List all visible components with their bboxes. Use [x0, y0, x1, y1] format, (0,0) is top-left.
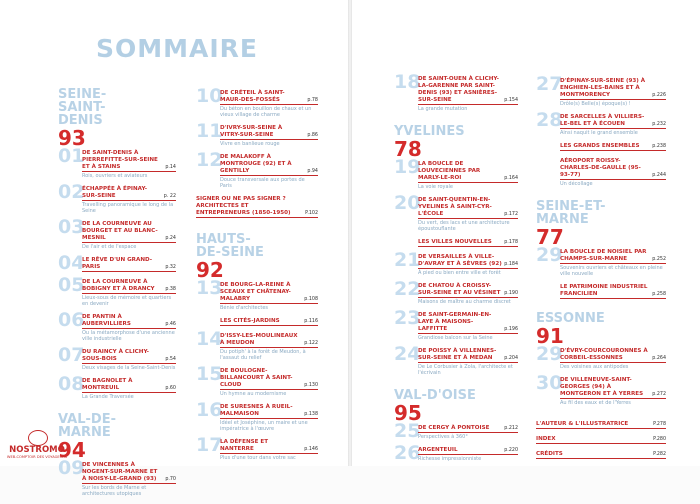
entry-subtitle: Maisons de maître au charme discret	[418, 299, 511, 305]
toc-entry	[536, 73, 666, 107]
entry-title	[560, 377, 666, 399]
entry-title-text: AÉROPORT ROISSY-CHARLES-DE-GAULLE (95-93-77)	[560, 158, 641, 178]
toc-entry	[196, 277, 318, 311]
entries-77	[536, 244, 666, 299]
entry-subtitle: Douce transversale aux portes de Paris	[220, 177, 305, 189]
entry-title	[418, 254, 518, 269]
entries-col3-top	[394, 71, 518, 112]
entry-title-text: DE CHATOU À CROISSY-SUR-SEINE ET AU VÉSINET	[418, 283, 501, 296]
entry-number: 12	[196, 149, 223, 171]
entry-title	[418, 239, 518, 247]
entry-number: 16	[196, 399, 223, 421]
entries-95	[394, 420, 518, 464]
special-entry-page: P.102	[305, 211, 318, 216]
entry-page: p.226	[652, 93, 666, 98]
entry-title-text: ÉCHAPPÉE À ÉPINAY-SUR-SEINE	[82, 186, 148, 199]
toc-entry	[58, 274, 176, 307]
toc-entry	[196, 328, 318, 361]
entry-title	[418, 161, 518, 183]
entry-title-text: DE SAINT-DENIS À PIERREFITTE-SUR-SEINE ET À STAINS	[82, 150, 158, 170]
toc-entry	[196, 120, 318, 147]
entry-title	[82, 462, 176, 484]
entry-number: 01	[58, 145, 85, 167]
entry-title-text: DE VERSAILLES À VILLE-D'AVRAY ET À SÈVRES (92)	[418, 254, 502, 267]
entry-title	[220, 154, 318, 176]
toc-entry	[394, 71, 518, 112]
entry-page: p.196	[504, 327, 518, 332]
entry-title-text: DE SAINT-GERMAIN-EN-LAYE À MAISONS-LAFFITTE	[418, 312, 492, 332]
end-matter-page: P.280	[653, 437, 666, 442]
entry-number: 20	[394, 192, 421, 214]
entries-col2-top	[196, 85, 318, 189]
entry-page: p. 22	[163, 194, 176, 199]
entry-subtitle: Ainsi naquit le grand ensemble	[560, 130, 638, 136]
column-2	[196, 85, 318, 468]
entry-title	[82, 314, 176, 329]
end-matter-title-text: CRÉDITS	[536, 451, 563, 457]
entry-title-text: D'ÉPINAY-SUR-SEINE (93) À ENGHIEN-LES-BAINS ET À MONTMORENCY	[560, 78, 646, 98]
entry-subtitle: Plus d'une tour dans votre sac	[220, 455, 296, 461]
entry-number: 24	[394, 343, 421, 365]
column-3	[394, 71, 518, 469]
entry-number: 26	[394, 442, 421, 464]
entry-title	[560, 158, 666, 180]
entry-page: p.32	[165, 265, 176, 270]
toc-entry	[394, 192, 518, 232]
logo-name: NOSTROMO	[9, 445, 65, 455]
entry-title-text: ARGENTEUIL	[418, 447, 458, 453]
region-title-val-de-marne: VAL-DE-MARNE	[58, 412, 116, 440]
entry-page: p.258	[652, 292, 666, 297]
entry-title-text: LES VILLES NOUVELLES	[418, 239, 492, 245]
entry-subtitle: La voie royale	[418, 184, 454, 190]
entry-title-text: LES CITÉS-JARDINS	[220, 318, 280, 324]
entry-number: 22	[394, 278, 421, 300]
special-entry-text: SIGNER OU NE PAS SIGNER ? ARCHITECTES ET ENTREPRENEURS (1850-1950)	[196, 196, 291, 216]
toc-entry	[58, 457, 176, 497]
entry-page: p.108	[304, 297, 318, 302]
entry-title-text: DE BAGNOLET À MONTREUIL	[82, 378, 133, 391]
entry-number: 04	[58, 252, 85, 274]
entry-page: p.184	[504, 262, 518, 267]
entry-title	[220, 333, 318, 348]
toc-entry	[394, 239, 518, 247]
entry-page: p.24	[165, 236, 176, 241]
entry-title	[220, 318, 318, 326]
entry-title-text: DE SAINT-QUENTIN-EN-YVELINES À SAINT-CYR-L'ÉCOLE	[418, 197, 492, 217]
entry-page: p.146	[304, 447, 318, 452]
entry-title-text: LE PATRIMOINE INDUSTRIEL FRANCILIEN	[560, 284, 648, 297]
entry-subtitle: Ou la métamorphose d'une ancienne ville industrielle	[82, 330, 175, 342]
entry-number: 13	[196, 277, 223, 299]
entry-title-text: LA DÉFENSE ET NANTERRE	[220, 439, 269, 452]
entry-title	[82, 221, 176, 243]
entry-number: 23	[394, 307, 421, 329]
entry-title-text: DE CERGY À PONTOISE	[418, 425, 490, 431]
entry-page: p.164	[504, 176, 518, 181]
entry-number: 29	[536, 343, 563, 365]
toc-entry	[58, 309, 176, 342]
toc-entry	[196, 85, 318, 118]
entry-number: 10	[196, 85, 223, 107]
entry-title	[560, 143, 666, 151]
entry-title-text: DE SURESNES À RUEIL-MALMAISON	[220, 404, 293, 417]
department-number-78: 78	[394, 137, 422, 161]
entry-subtitle: Des voisines aux antipodes	[560, 364, 629, 370]
end-matter-title-text: INDEX	[536, 436, 556, 442]
entry-title	[560, 249, 666, 264]
department-number-77: 77	[536, 225, 564, 249]
entries-78	[394, 156, 518, 376]
entries-94	[58, 457, 176, 497]
end-matter-title	[536, 436, 666, 444]
entry-page: p.272	[652, 392, 666, 397]
entry-title	[418, 312, 518, 334]
entry-subtitle: Un décollage	[560, 181, 593, 187]
toc-entry	[536, 343, 666, 370]
entry-title-text: DE SAINT-OUEN À CLICHY-LA-GARENNE PAR SAINT-DENIS (93) ET ASNIÈRES-SUR-SEINE	[418, 76, 499, 103]
entry-title	[418, 76, 518, 105]
toc-entry	[196, 399, 318, 432]
entry-page: p.190	[504, 291, 518, 296]
entry-page: p.122	[304, 341, 318, 346]
toc-entry	[58, 252, 176, 274]
entry-title	[418, 283, 518, 298]
end-matter-entry	[536, 451, 666, 459]
entry-title-text: LE RÊVE D'UN GRAND-PARIS	[82, 257, 153, 270]
entry-number: 18	[394, 71, 421, 93]
entry-title	[82, 349, 176, 364]
entry-page: p.212	[504, 426, 518, 431]
entry-number: 28	[536, 109, 563, 131]
entry-page: p.78	[307, 98, 318, 103]
entry-page: p.232	[652, 122, 666, 127]
entry-subtitle: De Le Corbusier à Zola, l'architecte et l'écrivain	[418, 364, 513, 376]
entry-page: p.60	[165, 386, 176, 391]
entry-title	[560, 284, 666, 299]
entry-subtitle: Deux visages de la Seine-Saint-Denis	[82, 365, 176, 371]
region-title-seine-saint-denis: SEINE-SAINT-DENIS	[58, 87, 107, 128]
entry-title	[220, 125, 318, 140]
toc-entry	[196, 434, 318, 461]
region-title-hauts-de-seine: HAUTS-DE-SEINE	[196, 232, 264, 260]
entry-number: 19	[394, 156, 421, 178]
toc-entry	[196, 363, 318, 397]
toc-entry	[536, 109, 666, 136]
department-number-95: 95	[394, 401, 422, 425]
entry-title	[220, 90, 318, 105]
entry-title-text: DE VILLENEUVE-SAINT-GEORGES (94) À MONTGERON ET À YERRES	[560, 377, 644, 397]
entry-title	[418, 197, 518, 219]
entry-page: p.94	[307, 169, 318, 174]
entry-title	[560, 114, 666, 129]
entry-title	[560, 348, 666, 363]
entry-subtitle: Rois, ouvriers et aviateurs	[82, 173, 148, 179]
column-1	[58, 88, 176, 504]
entry-title-text: DE POISSY À VILLENNES-SUR-SEINE ET À MEDAN	[418, 348, 497, 361]
end-matter	[536, 421, 666, 459]
toc-entry	[394, 307, 518, 341]
entry-title-text: D'IVRY-SUR-SEINE À VITRY-SUR-SEINE	[220, 125, 283, 138]
entry-page: p.138	[304, 412, 318, 417]
toc-entry	[394, 420, 518, 442]
end-matter-page: P.282	[653, 452, 666, 457]
entry-subtitle: Lieux-sous de mémoire et quartiers en devenir	[82, 295, 172, 307]
entry-title	[418, 447, 518, 455]
department-number-94: 94	[58, 438, 86, 462]
toc-entry	[536, 284, 666, 299]
entry-page: p.130	[304, 383, 318, 388]
entry-title-text: DE SARCELLES À VILLIERS-LE-BEL ET À ÉCOUEN	[560, 114, 645, 127]
entry-page: p.154	[504, 98, 518, 103]
entry-title	[220, 368, 318, 390]
entry-title-text: DE PANTIN À AUBERVILLIERS	[82, 314, 131, 327]
entry-title	[82, 186, 176, 201]
column-4	[536, 73, 666, 466]
entry-page: p.14	[165, 165, 176, 170]
entry-number: 07	[58, 344, 85, 366]
entry-page: p.204	[504, 356, 518, 361]
entry-title-text: DE VINCENNES À NOGENT-SUR-MARNE ET À NOISY-LE-GRAND (93)	[82, 462, 158, 482]
entry-subtitle: Grandiose balcon sur la Seine	[418, 335, 493, 341]
department-number-91: 91	[536, 324, 564, 348]
entry-number: 05	[58, 274, 85, 296]
entry-title	[560, 78, 666, 100]
entry-number: 15	[196, 363, 223, 385]
entry-number: 03	[58, 216, 85, 238]
entry-title	[418, 425, 518, 433]
entry-number: 11	[196, 120, 223, 142]
region-title-val-d-oise: VAL-D'OISE	[394, 388, 476, 403]
toc-entry	[58, 145, 176, 179]
entry-title-text: DE CRÉTEIL À SAINT-MAUR-DES-FOSSÉS	[220, 90, 285, 103]
toc-entry	[58, 181, 176, 214]
toc-entry	[58, 373, 176, 400]
entry-subtitle: Du vert, des lacs et une architecture époustouflante	[418, 220, 510, 232]
entry-title-text: LA BOUCLE DE LOUVECIENNES PAR MARLY-LE-ROI	[418, 161, 481, 181]
region-title-seine-et-marne: SEINE-ET-MARNE	[536, 199, 606, 227]
region-title-essonne: ESSONNE	[536, 311, 605, 326]
entry-page: p.116	[304, 319, 318, 324]
region-title-yvelines: YVELINES	[394, 124, 465, 139]
toc-entry	[394, 249, 518, 276]
entry-title	[220, 439, 318, 454]
toc-entry	[394, 278, 518, 305]
logo-subtitle: WEB-COMPTOIR DES VOYAGEURS	[6, 455, 68, 459]
entry-subtitle: Travelling panoramique le long de la Seine	[82, 202, 174, 214]
entries-92	[196, 277, 318, 461]
entry-page: p.238	[652, 144, 666, 149]
entry-number: 29	[536, 244, 563, 266]
end-matter-title-text: L'AUTEUR & L'ILLUSTRATRICE	[536, 421, 629, 427]
toc-entry	[536, 244, 666, 277]
entry-page: p.54	[165, 357, 176, 362]
entry-title	[82, 279, 176, 294]
entries-col4-top	[536, 73, 666, 187]
entry-number: 25	[394, 420, 421, 442]
entries-91	[536, 343, 666, 406]
entry-page: p.264	[652, 356, 666, 361]
end-matter-title	[536, 451, 666, 459]
entry-title-text: LES GRANDS ENSEMBLES	[560, 143, 640, 149]
entry-page: p.70	[165, 477, 176, 482]
entry-subtitle: De l'air et de l'espace	[82, 244, 137, 250]
entry-title	[220, 404, 318, 419]
entry-title	[220, 282, 318, 304]
entry-title-text: LA BOUCLE DE NOISIEL PAR CHAMPS-SUR-MARNE	[560, 249, 647, 262]
toc-entry	[394, 156, 518, 190]
toc-entry	[196, 149, 318, 189]
entry-number: 21	[394, 249, 421, 271]
entry-title-text: DE BOURG-LA-REINE À SCEAUX ET CHÂTENAY-MALABRY	[220, 282, 291, 302]
globe-icon	[28, 430, 48, 446]
end-matter-title	[536, 421, 666, 429]
entry-title-text: DE LA COURNEUVE À BOBIGNY ET À DRANCY	[82, 279, 155, 292]
end-matter-entry	[536, 436, 666, 444]
entry-number: 30	[536, 372, 563, 394]
entry-page: p.220	[504, 448, 518, 453]
toc-entry	[196, 318, 318, 326]
entry-page: p.244	[652, 173, 666, 178]
end-matter-page: P.278	[653, 422, 666, 427]
entry-page: p.38	[165, 287, 176, 292]
entry-number: 09	[58, 457, 85, 479]
entry-subtitle: Un hymne au modernisme	[220, 391, 287, 397]
entry-subtitle: À pied ou bien entre ville et forêt	[418, 270, 501, 276]
entry-page: p.86	[307, 133, 318, 138]
entry-title-text: DU RAINCY À CLICHY-SOUS-BOIS	[82, 349, 149, 362]
end-matter-entry	[536, 421, 666, 429]
entry-title	[418, 348, 518, 363]
entry-page: p.46	[165, 322, 176, 327]
department-number-93: 93	[58, 126, 86, 150]
toc-entry	[394, 442, 518, 464]
entry-subtitle: Idéel et Joséphine, un maire et une impératrice à l'œuvre	[220, 420, 308, 432]
entry-number: 14	[196, 328, 223, 350]
entry-number: 02	[58, 181, 85, 203]
special-entry-architectes	[196, 196, 318, 218]
toc-entry	[536, 158, 666, 187]
entry-page: p.178	[504, 240, 518, 245]
toc-entry	[536, 372, 666, 406]
entry-page: p.252	[652, 257, 666, 262]
entry-subtitle: Drôle(s) Belle(s) époque(s) !	[560, 101, 631, 107]
nostromo-logo	[6, 430, 68, 462]
entry-title-text: DE BOULOGNE-BILLANCOURT À SAINT-CLOUD	[220, 368, 293, 388]
toc-entry	[394, 343, 518, 376]
entry-title-text: D'ISSY-LES-MOULINEAUX À MEUDON	[220, 333, 298, 346]
entry-subtitle: La grande mutation	[418, 106, 468, 112]
entry-number: 17	[196, 434, 223, 456]
entry-number: 27	[536, 73, 563, 95]
entry-subtitle: Au fil des eaux et de l'Yerres	[560, 400, 631, 406]
entries-93	[58, 145, 176, 400]
entry-subtitle: Vivre en banlieue rouge	[220, 141, 280, 147]
entry-subtitle: Souvenirs ouvriers et châteaux en pleine ville nouvelle	[560, 265, 663, 277]
entry-title-text: D'ÉVRY-COURCOURONNES À CORBEIL-ESSONNES	[560, 348, 648, 361]
toc-entry	[58, 344, 176, 371]
entry-number: 06	[58, 309, 85, 331]
entry-subtitle: Perspectives à 360°	[418, 434, 468, 440]
page-title: SOMMAIRE	[96, 34, 258, 63]
entry-subtitle: Richesse impressionniste	[418, 456, 482, 462]
department-number-92: 92	[196, 258, 224, 282]
entry-page: p.172	[504, 212, 518, 217]
special-entry-title	[196, 196, 318, 218]
entry-subtitle: Du béton en bouillon de chaux et un vieux village de charme	[220, 106, 312, 118]
toc-entry	[58, 216, 176, 250]
toc-entry	[536, 143, 666, 151]
entry-subtitle: La Grande Traversée	[82, 394, 134, 400]
entry-number: 08	[58, 373, 85, 395]
entry-subtitle: Bénie d'architectes	[220, 305, 269, 311]
entry-title	[82, 150, 176, 172]
entry-title	[82, 378, 176, 393]
entry-subtitle: Sur les bords de Marne et architectures utopiques	[82, 485, 147, 497]
entry-subtitle: Du potiph' à la forêt de Meudon, à l'assaut du relief	[220, 349, 306, 361]
entry-title	[82, 257, 176, 272]
entry-title-text: DE MALAKOFF À MONTROUGE (92) ET À GENTILLY	[220, 154, 292, 174]
entry-title-text: DE LA COURNEUVE AU BOURGET ET AU BLANC-MESNIL	[82, 221, 158, 241]
